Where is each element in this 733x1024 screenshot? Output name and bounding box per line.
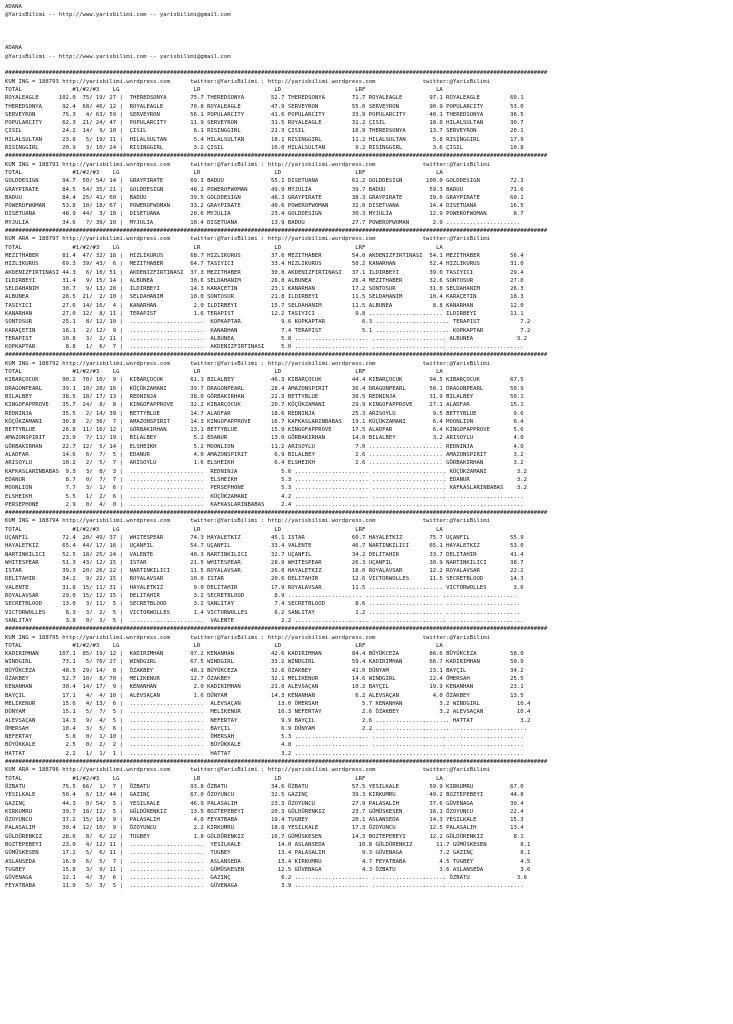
horse-row: WHITESPEAR 51.3 43/ 12/ 15 | ISTAR 21.5 WHITESPEAR 28.9 WHITESPEAR 26.3 UÇANFIL 30.9 NARTINKILICI 38.7 xyxy=(5,559,524,566)
horse-row: GÜLDÜRENKIZ 28.6 8/ 6/ 22 | TUGBEY 1.8 GÜLDÜRENKIZ 16.7 GÜMÜSKESEN 14.3 BOZTEPEBEYI 12.2 GÜLDÜRENKIZ 8.1 xyxy=(5,833,524,840)
horse-row: ILDIRBEYI 31.4 9/ 15/ 14 | ALBUNEA 30.6 SELDAHANIM 26.8 ALBUNEA 26.4 MEZITHABER 32.6 SONTOSUR 27.0 xyxy=(5,277,524,284)
column-header-line: TOTAL #1/#2/#3 LG LR LD LRF LA xyxy=(5,86,443,93)
horse-row: ARISOYLU 10.2 2/ 5/ 7 | ARISOYLU 1.6 ELSHEIKH 6.4 ELSHEIKH 2.6 ...................... GÖRBAKIRHAN 3.2 xyxy=(5,460,524,467)
race-header-line: KUM ING = 188795 http://yarisbilimi.wordpress.com twitter:@YarisBilimi : http://yarisbilimi.wordpress.com twitter:@YarisBilimi xyxy=(5,634,490,641)
column-header-line: TOTAL #1/#2/#3 LG LR LD LRF LA xyxy=(5,775,443,782)
horse-row: ÇISIL 24.2 14/ 9/ 10 | ÇISIL 6.1 RISINGGIRL 21.3 ÇISIL 16.9 THEREDSONYA 13.7 SERVEYRON 20.1 xyxy=(5,128,524,135)
horse-row: UÇANFIL 72.4 20/ 49/ 37 | WHITESPEAR 74.3 HAYALETKIZ 45.1 ISTAR 60.7 HAYALETKIZ 75.7 UÇANFIL 55.9 xyxy=(5,535,524,541)
contact-line: @YarisBilimi -- http://www.yarisbilimi.com -- yarisbilimi@gmail.com xyxy=(5,12,231,19)
horse-row: KARAÇETIN 16.1 2/ 12/ 9 | ...................... KANARHAN 7.4 TERAPIST 5.1 ...................... KOPKAPTAR 7.2 xyxy=(5,327,531,334)
separator-line: ################################################################################################################################################################# xyxy=(5,352,548,359)
horse-row: NARTINKILICI 52.5 18/ 25/ 24 | VALENTE 40.3 NARTINKILICI 32.7 UÇANFIL 34.2 DELITAHIR 33.7 DELITAHIR 41.4 xyxy=(5,551,524,558)
race-header-line: KUM ING = 188791 http://yarisbilimi.wordpress.com twitter:@YarisBilimi : http://yarisbilimi.wordpress.com twitter:@YarisBilimi xyxy=(5,161,490,168)
horse-row: AMAZONSPIRIT 23.0 7/ 11/ 19 | BILALBEY 5.2 EDANUR 13.0 GÖRBAKIRHAN 14.0 BILALBEY 3.2 ARISOYLU 4.0 xyxy=(5,435,524,442)
horse-row: KÜÇÜKZAMANI 30.8 2/ 36/ 7 | AMAZONSPIRIT 14.3 KINGOFAPPROVE 16.7 KAFKASLARINBABAS 19.1 KÜÇÜKZAMANI 6.4 MOONLION 6.4 xyxy=(5,418,524,425)
horse-row: DÜNYAM 15.1 5/ 7/ 5 | ...................... MELIKENUR 10.3 NEFERTAY 2.6 ÖZAKBEY 3.2 ALEVSAÇAN 10.4 xyxy=(5,709,531,716)
horse-row: HATTAT 2.2 1/ 1/ 1 | ...................... HATTAT 3.2 ...................... ...................... ...................... xyxy=(5,750,524,757)
separator-line: ################################################################################################################################################################# xyxy=(5,759,548,766)
blank-line xyxy=(5,36,547,44)
horse-row: ASLANSEDA 16.0 6/ 5/ 7 | ...................... ASLANSEDA 13.4 KIRKUMRU 4.7 FEYATBABA 4.5 TUGBEY 4.5 xyxy=(5,858,531,865)
column-header-line: TOTAL #1/#2/#3 LG LR LD LRF LA xyxy=(5,169,443,176)
horse-row: FEYATBABA 11.0 5/ 3/ 5 | ...................... GÜVENAGA 3.9 ...................... ...................... ...................... xyxy=(5,883,524,890)
horse-row: PERSEPHONE 2.9 0/ 4/ 0 | ...................... KAFKASLARINBABAS 2.4 ...................... ...................... ...................... xyxy=(5,501,524,508)
horse-row: MYJULIA 34.6 7/ 39/ 10 | MYJULIA 10.4 DISETUANA 13.9 BADUU 27.7 POWEROFWOMAN 2.9 ...................... xyxy=(5,219,521,226)
horse-row: GRAYPIRATE 84.5 54/ 35/ 21 | GOLDDESIGN 48.2 POWEROFWOMAN 49.9 MYJULIA 39.7 BADUU 59.3 BADUU 71.6 xyxy=(5,186,524,193)
horse-row: ROYALEAGLE 102.0 75/ 19/ 27 | THEREDSONYA 75.7 THEREDSONYA 52.7 THEREDSONYA 71.7 ROYALEAGLE 97.1 ROYALEAGLE 60.1 xyxy=(5,95,524,102)
horse-row: KAFKASLARINBABAS 9.3 3/ 8/ 3 | ...................... REDNINJA 5.6 ...................... ...................... KÜÇÜKZAMANI 3.2 xyxy=(5,468,527,475)
race-header-line: KUM ARA = 188796 http://yarisbilimi.wordpress.com twitter:@YarisBilimi : http://yarisbilimi.wordpress.com twitter:@YarisBilimi xyxy=(5,767,490,774)
horse-row: KADIRIMHAN 107.1 85/ 19/ 12 | KADIRIMHAN 97.2 KENANHAN 42.6 KADIRIMHAN 84.4 BÜYÜKCEZA 86.6 BÜYÜKCEZA 58.0 xyxy=(5,651,524,658)
horse-row: GÖRBAKIRHAN 22.7 12/ 5/ 14 | ELSHEIKH 5.2 MOONLION 11.2 ARISOYLU 7.0 ...................... REDNINJA 4.0 xyxy=(5,443,524,450)
horse-row: KENANHAN 30.4 14/ 17/ 9 | KENANHAN 2.0 KADIRIMHAN 21.0 ALEVSAÇAN 10.2 BAYÇIL 19.9 KENANHAN 23.1 xyxy=(5,684,524,691)
horse-row: KIBARÇOCUK 90.2 70/ 10/ 9 | KIBARÇOCUK 61.1 BILALBEY 46.3 KIBARÇOCUK 44.4 KIBARÇOCUK 94.5 KIBARÇOCUK 67.5 xyxy=(5,377,524,384)
horse-row: DRAGONPEARL 39.1 10/ 20/ 16 | KÜÇÜKZAMANI 39.7 DRAGONPEARL 28.4 AMAZONSPIRIT 36.4 DRAGONPEARL 50.1 DRAGONPEARL 50.9 xyxy=(5,385,524,392)
column-header-line: TOTAL #1/#2/#3 LG LR LD LRF LA xyxy=(5,526,443,533)
horse-row: POWEROFWOMAN 53.8 10/ 18/ 67 | POWEROFWOMAN 33.2 GRAYPIRATE 40.6 POWEROFWOMAN 32.0 DISETUANA 14.4 DISETUANA 16.5 xyxy=(5,203,524,210)
horse-row: ROYALAVSAR 29.0 15/ 12/ 15 | DELITAHIR 3.2 SECRETBLOOD 8.9 ...................... ...................... ...................... xyxy=(5,593,517,600)
separator-line: ################################################################################################################################################################# xyxy=(5,70,548,77)
horse-row: EDANUR 8.7 0/ 7/ 7 | ...................... ELSHEIKH 5.3 ...................... ...................... EDANUR 3.2 xyxy=(5,476,527,483)
horse-row: VALENTE 31.8 15/ 11/ 31 | HAYALETKIZ 9.0 DELITAHIR 17.9 ROYALAVSAR 11.5 ...................... VICTORWOLLES 3.6 xyxy=(5,584,524,591)
race-stats-document xyxy=(5,3,547,891)
horse-row: THEREDSONYA 92.4 68/ 46/ 12 | ROYALEAGLE 70.8 ROYALEAGLE 47.9 SERVEYRON 55.0 SERVEYRON 90.9 POPULARCITY 53.0 xyxy=(5,103,524,110)
horse-row: TASIYICI 27.6 14/ 16/ 4 | KANARHAN 2.0 ILDIRBEYI 15.7 SELDAHANIM 11.5 ALBUNEA 8.8 KANARHAN 12.0 xyxy=(5,302,524,309)
column-header-line: TOTAL #1/#2/#3 LG LR LD LRF LA xyxy=(5,244,443,251)
horse-row: ELSHEIKH 5.5 1/ 2/ 6 | ...................... KÜÇÜKZAMANI 4.2 ...................... ...................... ...................... xyxy=(5,493,524,500)
horse-row: RISINGGIRL 20.9 3/ 10/ 24 | RISINGGIRL 3.2 ÇISIL 16.0 HILALSULTAN 9.2 RISINGGIRL 3.6 ÇISIL 10.8 xyxy=(5,145,524,152)
horse-row: POPULARCITY 62.3 21/ 24/ 47 | POPULARCITY 11.9 SERVEYRON 31.5 ROYALEAGLE 31.2 ÇISIL 18.0 HILALSULTAN 30.7 xyxy=(5,120,524,127)
horse-row: BADUU 84.4 25/ 41/ 60 | BADUU 39.5 GOLDDESIGN 46.3 GRAYPIRATE 38.3 GRAYPIRATE 39.6 GRAYPIRATE 60.1 xyxy=(5,194,524,201)
race-header-line: KUM ARA = 188797 http://yarisbilimi.wordpress.com twitter:@YarisBilimi : http://yarisbilimi.wordpress.com twitter:@YarisBilimi xyxy=(5,236,490,243)
horse-row: HIZLIKURUS 69.3 39/ 43/ 6 | MEZITHABER 64.7 TASIYICI 33.4 HIZLIKURUS 50.2 KANARHAN 52.4 HIZLIKURUS 31.0 xyxy=(5,261,524,268)
horse-row: HAYALETKIZ 65.4 44/ 17/ 16 | UÇANFIL 54.7 UÇANFIL 33.4 VALENTE 46.7 NARTINKILICI 65.1 HAYALETKIZ 53.0 xyxy=(5,543,524,550)
race-header-line: KUM ING = 188793 http://yarisbilimi.wordpress.com twitter:@YarisBilimi : http://yarisbilimi.wordpress.com twitter:@YarisBilimi xyxy=(5,78,490,85)
separator-line: ################################################################################################################################################################# xyxy=(5,153,548,160)
horse-row: TUGBEY 15.8 3/ 9/ 11 | ...................... GÜMÜSKESEN 12.5 GÜVENAGA 4.3 ÖZBATU 3.6 ASLANSEDA 3.6 xyxy=(5,866,531,873)
horse-row: KANARHAN 27.0 12/ 8/ 11 | TERAPIST 1.6 TERAPIST 12.2 TASIYICI 9.8 ...................... ILDIRBEYI 11.1 xyxy=(5,310,524,317)
horse-row: ÖZOYUNCU 37.2 15/ 18/ 9 | PALASALIH 4.0 FEYATBABA 19.4 TUGBEY 20.1 ASLANSEDA 14.3 YESILKALE 15.3 xyxy=(5,817,524,824)
column-header-line: TOTAL #1/#2/#3 LG LR LD LRF LA xyxy=(5,369,443,376)
horse-row: YESILKALE 50.4 6/ 13/ 44 | GAZINÇ 67.0 ÖZOYUNCU 32.5 GAZINÇ 39.3 KIRKUMRU 49.2 BOZTEPEBEYI 44.8 xyxy=(5,792,524,799)
horse-row: MELIKENUR 15.6 4/ 13/ 6 | ...................... ALEVSAÇAN 13.0 ÖMERSAH 5.7 KENANHAN 3.2 WINDGIRL 10.4 xyxy=(5,700,531,707)
horse-row: SANLITAY 3.8 0/ 3/ 5 | ...................... VALENTE 2.2 ...................... ...................... ...................... xyxy=(5,617,524,624)
horse-row: KOPKAPTAR 8.8 1/ 6/ 7 | ...................... AKDENIZFIRTINASI 5.0 ...................... ...................... ...................... xyxy=(5,344,524,351)
city-title: ADANA xyxy=(5,45,22,52)
horse-row: BETTYBLUE 26.8 11/ 16/ 12 | GÖRBAKIRHAN 13.1 BETTYBLUE 15.9 KINGOFAPPROVE 17.5 ALADFAR 6.4 KINGOFAPPROVE 5.6 xyxy=(5,427,524,434)
horse-row: ÖZBATU 75.5 66/ 1/ 7 | ÖZBATU 93.8 ÖZBATU 34.6 ÖZBATU 57.5 YESILKALE 59.9 KIRKUMRU 67.0 xyxy=(5,783,524,790)
blank-line xyxy=(5,20,547,28)
horse-row: BAYÇIL 17.1 4/ 4/ 10 | ALEVSAÇAN 1.6 DÜNYAM 14.3 KENANHAN 6.2 ALEVSAÇAN 4.0 ÖZAKBEY 13.5 xyxy=(5,692,524,699)
horse-row: GÜMÜSKESEN 17.2 5/ 6/ 11 | ...................... TUGBEY 13.4 PALASALIH 9.3 GÜVENAGA 7.2 GAZINÇ 8.1 xyxy=(5,850,531,857)
horse-row: VICTORWOLLES 8.3 3/ 2/ 5 | VICTORWOLLES 1.4 VICTORWOLLES 6.2 SANLITAY 1.2 ...................... ...................... xyxy=(5,609,521,616)
horse-row: ÖZAKBEY 52.7 10/ 8/ 70 | MELIKENUR 12.7 ÖZAKBEY 32.1 MELIKENUR 14.6 WINDGIRL 22.4 ÖMERSAH 25.5 xyxy=(5,676,524,683)
separator-line: ################################################################################################################################################################# xyxy=(5,626,548,633)
horse-row: PALASALIH 30.4 12/ 10/ 9 | ÖZOYUNCU 2.2 KIRKUMRU 18.8 YESILKALE 17.3 ÖZOYUNCU 12.5 PALASALIH 13.4 xyxy=(5,825,524,832)
horse-row: DELITAHIR 34.2 9/ 22/ 15 | ROYALAVSAR 10.0 ISTAR 20.6 DELITAHIR 12.6 VICTORWOLLES 11.5 SECRETBLOOD 14.3 xyxy=(5,576,524,583)
horse-row: BILALBEY 38.5 18/ 17/ 13 | REDNINJA 38.0 GÖRBAKIRHAN 22.3 BETTYBLUE 30.5 REDNINJA 31.9 BILALBEY 50.1 xyxy=(5,393,524,400)
horse-row: DISETUANA 48.9 44/ 3/ 18 | DISETUANA 28.6 MYJULIA 23.4 GOLDDESIGN 30.3 MYJULIA 12.9 POWEROFWOMAN 8.7 xyxy=(5,211,524,218)
separator-line: ################################################################################################################################################################# xyxy=(5,510,548,517)
horse-row: GÜVENAGA 12.1 4/ 3/ 6 | ...................... GAZINÇ 6.2 ...................... ...................... ÖZBATU 3.6 xyxy=(5,875,527,882)
horse-row: GAZINÇ 44.3 0/ 54/ 5 | YESILKALE 46.9 PALASALIH 23.3 ÖZOYUNCU 27.9 PALASALIH 37.6 GÜVENAGA 30.4 xyxy=(5,800,524,807)
horse-row: BOZTEPEBEYI 23.0 4/ 12/ 11 | ...................... YESILKALE 14.0 ASLANSEDA 10.8 GÜLDÜRENKIZ 11.7 GÜMÜSKESEN 8.1 xyxy=(5,841,531,848)
horse-row: SONTOSUR 25.1 8/ 12/ 10 | ...................... KOPKAPTAR 9.6 KOPKAPTAR 6.3 ...................... TERAPIST 7.2 xyxy=(5,319,531,326)
horse-row: SELDAHANIM 30.7 9/ 13/ 20 | ILDIRBEYI 14.3 KARAÇETIN 23.1 KANARHAN 17.2 SONTOSUR 31.8 SELDAHANIM 26.3 xyxy=(5,286,524,293)
horse-row: BÜYÜKKALE 2.5 0/ 2/ 2 | ...................... BÜYÜKKALE 4.8 ...................... ...................... ...................... xyxy=(5,742,524,749)
horse-row: ISTAR 39.3 20/ 26/ 22 | NARTINKILICI 11.5 ROYALAVSAR 26.0 HAYALETKIZ 18.0 ROYALAVSAR 12.2 ROYALAVSAR 22.2 xyxy=(5,568,524,575)
blank-line xyxy=(5,28,547,36)
horse-row: KIRKUMRU 39.7 18/ 12/ 5 | GÜLDÜRENKIZ 13.5 BOZTEPEBEYI 20.3 GÜLDÜRENKIZ 23.7 GÜMÜSKESEN 16.1 ÖZOYUNCU 22.4 xyxy=(5,808,524,815)
race-header-line: KUM ING = 188792 http://yarisbilimi.wordpress.com twitter:@YarisBilimi : http://yarisbilimi.wordpress.com twitter:@YarisBilimi xyxy=(5,360,490,367)
horse-row: KINGOFAPPROVE 35.7 24/ 8/ 8 | KINGOFAPPROVE 32.2 KIBARÇOCUK 20.7 KÜÇÜKZAMANI 29.9 KINGOFAPPROVE 27.1 ALADFAR 15.1 xyxy=(5,402,524,409)
horse-row: SERVEYRON 75.3 4/ 63/ 59 | SERVEYRON 56.1 POPULARCITY 41.6 POPULARCITY 33.9 POPULARCITY 40.1 THEREDSONYA 36.5 xyxy=(5,111,524,118)
horse-row: ALADFAR 14.6 6/ 7/ 5 | EDANUR 4.0 AMAZONSPIRIT 6.9 BILALBEY 2.6 ...................... AMAZONSPIRIT 3.2 xyxy=(5,452,524,459)
contact-line: @YarisBilimi -- http://www.yarisbilimi.com -- yarisbilimi@gmail.com xyxy=(5,53,231,60)
horse-row: ÖMERSAH 10.4 3/ 5/ 6 | ...................... BAYÇIL 6.9 DÜNYAM 2.2 ...................... ...................... xyxy=(5,725,527,732)
horse-row: MEZITHABER 81.4 47/ 32/ 18 | HIZLIKURUS 68.7 HIZLIKURUS 37.6 MEZITHABER 54.0 AKDENIZFIRTINASI 54.1 MEZITHABER 56.4 xyxy=(5,252,524,259)
horse-row: AKDENIZFIRTINASI 44.3 6/ 10/ 51 | AKDENIZFIRTINASI 37.3 MEZITHABER 30.8 AKDENIZFIRTINASI 37.1 ILDIRBEYI 39.0 TASIYICI 29.4 xyxy=(5,269,524,276)
city-title: ADANA xyxy=(5,4,22,10)
horse-row: WINDGIRL 73.1 5/ 76/ 27 | WINDGIRL 67.5 WINDGIRL 33.2 WINDGIRL 59.4 KADIRIMHAN 66.7 KADIRIMHAN 50.9 xyxy=(5,659,524,666)
column-header-line: TOTAL #1/#2/#3 LG LR LD LRF LA xyxy=(5,642,443,649)
horse-row: TERAPIST 10.8 3/ 2/ 11 | ...................... ALBUNEA 5.8 ...................... ...................... ALBUNEA 3.2 xyxy=(5,335,527,342)
blank-line xyxy=(5,61,547,69)
horse-row: MOONLION 7.7 3/ 1/ 6 | ...................... PERSEPHONE 5.3 ...................... ...................... KAFKASLARINBABAS 3.2 xyxy=(5,485,527,492)
horse-row: REDNINJA 35.5 2/ 14/ 39 | BETTYBLUE 14.7 ALADFAR 18.6 REDNINJA 25.3 ARISOYLU 9.5 BETTYBLUE 9.6 xyxy=(5,410,524,417)
separator-line: ################################################################################################################################################################# xyxy=(5,228,548,235)
horse-row: SECRETBLOOD 13.0 3/ 11/ 5 | SECRETBLOOD 3.2 SANLITAY 7.4 SECRETBLOOD 8.6 ...................... ...................... xyxy=(5,601,521,608)
horse-row: GOLDDESIGN 94.7 50/ 54/ 14 | GRAYPIRATE 69.3 BADUU 55.1 DISETUANA 61.2 GOLDDESIGN 100.0 GOLDDESIGN 72.3 xyxy=(5,178,524,185)
horse-row: ALBUNEA 28.5 21/ 2/ 10 | SELDAHANIM 10.0 SONTOSUR 21.8 ILDIRBEYI 11.5 SELDAHANIM 10.4 KARAÇETIN 18.3 xyxy=(5,294,524,301)
horse-row: NEFERTAY 5.8 0/ 1/ 10 | ...................... ÖMERSAH 5.3 ...................... ...................... ...................... xyxy=(5,734,524,741)
horse-row: ALEVSAÇAN 14.3 9/ 4/ 5 | ...................... NEFERTAY 9.9 BAYÇIL 2.6 ...................... HATTAT 3.2 xyxy=(5,717,531,724)
race-header-line: KUM ING = 188794 http://yarisbilimi.wordpress.com twitter:@YarisBilimi : http://yarisbilimi.wordpress.com twitter:@YarisBilimi xyxy=(5,518,490,525)
horse-row: BÜYÜKCEZA 48.5 29/ 14/ 8 | ÖZAKBEY 48.1 BÜYÜKCEZA 32.6 ÖZAKBEY 41.0 DÜNYAM 23.1 BAYÇIL 34.2 xyxy=(5,667,524,674)
horse-row: HILALSULTAN 23.8 5/ 19/ 11 | HILALSULTAN 5.4 HILALSULTAN 18.1 RISINGGIRL 11.2 HILALSULTAN 5.8 RISINGGIRL 17.9 xyxy=(5,136,524,143)
